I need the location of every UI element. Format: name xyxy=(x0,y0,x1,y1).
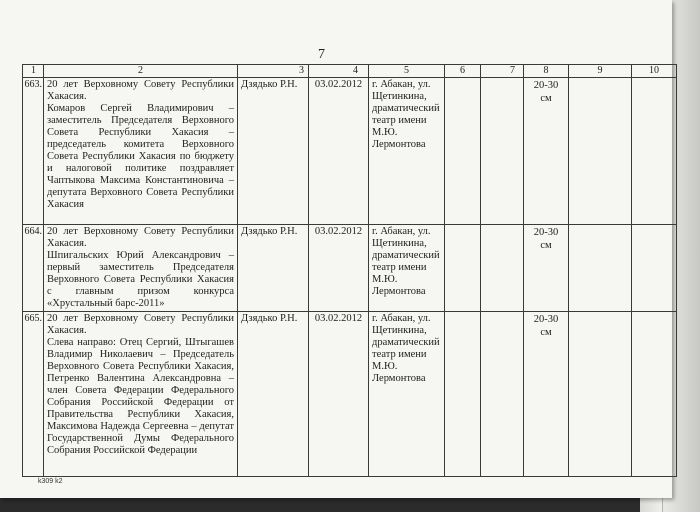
date-cell: 03.02.2012 xyxy=(309,225,369,312)
empty-cell xyxy=(481,312,524,477)
date-cell: 03.02.2012 xyxy=(309,312,369,477)
empty-cell xyxy=(569,225,632,312)
empty-cell xyxy=(445,312,481,477)
empty-cell xyxy=(445,78,481,225)
place-cell: г. Абакан, ул. Щетинкина, драматический театр имени М.Ю. Лермонтова xyxy=(369,78,445,225)
column-header: 3 xyxy=(238,65,309,78)
photo-title: 20 лет Верховному Совету Республики Хакасия. xyxy=(47,313,234,336)
column-header: 5 xyxy=(369,65,445,78)
column-header: 6 xyxy=(445,65,481,78)
empty-cell xyxy=(569,78,632,225)
header-row xyxy=(23,65,677,78)
empty-cell xyxy=(632,312,677,477)
place-cell: г. Абакан, ул. Щетинкина, драматический театр имени М.Ю. Лермонтова xyxy=(369,225,445,312)
date-cell: 03.02.2012 xyxy=(309,78,369,225)
table-row xyxy=(23,78,677,225)
column-header: 9 xyxy=(569,65,632,78)
photo-caption-cell xyxy=(44,225,238,312)
photo-description: Слева направо: Отец Сергий, Штыгашев Владимир Николаевич – Председатель Верховного Совета Республики Хакасия, Петренко Валентина Александровна – член Совета Федерации Федерального Собрания Российской Федерации от Правительства Республики Хакасия, Максимова Надежда Сергеевна – депутат Государственной Думы Федерального Собрания Российской Федерации xyxy=(47,337,234,456)
column-header: 4 xyxy=(309,65,369,78)
empty-cell xyxy=(632,78,677,225)
photo-description: Шпигальских Юрий Александрович – первый заместитель Председателя Верховного Совета Республики Хакасия с главным призом конкурса «Хрустальный барс-2011» xyxy=(47,250,234,309)
empty-cell xyxy=(481,78,524,225)
footer-code: k309 k2 xyxy=(38,478,63,485)
row-number: 663. xyxy=(23,78,44,225)
size-cell: 20-30 см xyxy=(524,225,569,312)
column-header: 2 xyxy=(44,65,238,78)
column-header: 7 xyxy=(481,65,524,78)
row-number: 665. xyxy=(23,312,44,477)
column-header: 10 xyxy=(632,65,677,78)
empty-cell xyxy=(445,225,481,312)
row-number: 664. xyxy=(23,225,44,312)
table-row xyxy=(23,225,677,312)
column-header: 1 xyxy=(23,65,44,78)
photo-description: Комаров Сергей Владимирович – заместитель Председателя Верховного Совета Республики Хакасия – председатель комитета Верховного Совета Республики Хакасия по бюджету и налоговой политике поздравляет Чаптыкова Максима Константиновича – депутата Верховного Совета Республики Хакасия xyxy=(47,103,234,210)
photo-title: 20 лет Верховному Совету Республики Хакасия. xyxy=(47,226,234,249)
author-cell: Дзядько Р.Н. xyxy=(238,225,309,312)
catalog-table xyxy=(22,64,677,477)
author-cell: Дзядько Р.Н. xyxy=(238,78,309,225)
size-cell: 20-30 см xyxy=(524,312,569,477)
photo-title: 20 лет Верховному Совету Республики Хакасия. xyxy=(47,79,234,102)
place-cell: г. Абакан, ул. Щетинкина, драматический театр имени М.Ю. Лермонтова xyxy=(369,312,445,477)
empty-cell xyxy=(632,225,677,312)
empty-cell xyxy=(481,225,524,312)
size-cell: 20-30 см xyxy=(524,78,569,225)
table-row xyxy=(23,312,677,477)
photo-caption-cell xyxy=(44,312,238,477)
photo-caption-cell xyxy=(44,78,238,225)
page-number: 7 xyxy=(318,47,325,62)
empty-cell xyxy=(569,312,632,477)
column-header: 8 xyxy=(524,65,569,78)
author-cell: Дзядько Р.Н. xyxy=(238,312,309,477)
